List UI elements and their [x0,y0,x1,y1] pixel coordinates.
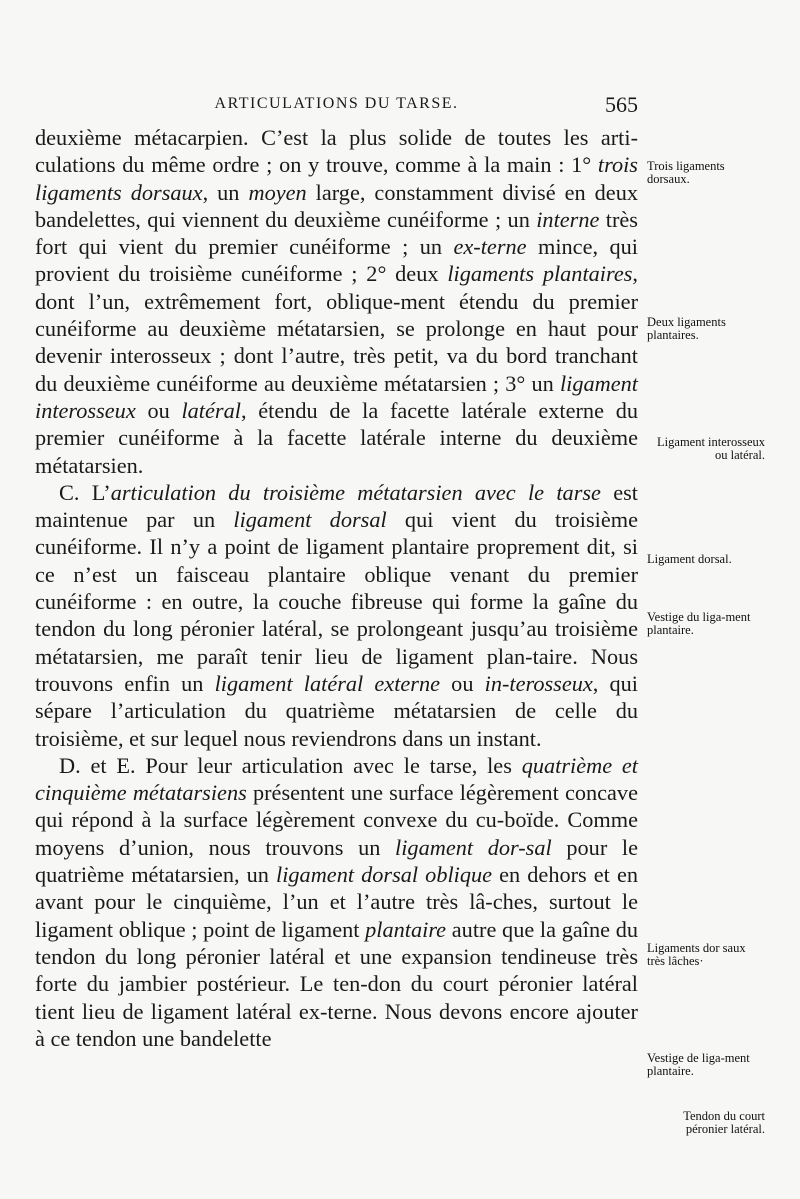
running-title: ARTICULATIONS DU TARSE. [214,95,459,112]
italic-term: ligament dorsal [233,507,387,533]
italic-term: articulation du troisième métatarsien avec le tarse [110,479,601,505]
text-run: ou [440,670,485,696]
text-run: ou [135,397,182,423]
text-run: très fort qui vient du premier cunéiforme ; un [35,206,638,260]
text-run: est maintenue par un [35,479,638,533]
text-run: mince, qui provient du troisième cunéiforme ; 2° deux [35,234,638,287]
margin-note-vestige-ligament-plantaire: Vestige du liga-ment plantaire. [647,610,751,637]
margin-note-vestige-ligament-plantaire-2: Vestige de liga-ment plantaire. [647,1051,750,1078]
margin-note-trois-ligaments-dorsaux: Trois ligaments dorsaux. [647,159,725,186]
italic-term: ligament latéral externe [214,670,441,696]
margin-note-deux-ligaments-plantaires: Deux ligaments plantaires. [647,315,726,342]
running-header [35,92,638,122]
text-run: C. L’ [59,479,111,505]
italic-term: ligaments plantaires [447,261,633,287]
text-run: , un [202,179,249,205]
text-run: deuxième métacarpien. C’est la plus solide de toutes les arti-culations du même ordre ; on y trouve, comme à la main : 1° [35,125,638,178]
italic-term: plantaire [365,916,447,942]
text-run: présentent une surface légèrement concave qui répond à la surface légèrement convexe du cu-boïde. Comme moyens d’union, nous trouvons un [35,780,638,860]
text-run: , qui sépare l’articulation du quatrième métatarsien de celle du troisième, et sur lequel nous reviendrons dans un instant. [35,670,638,751]
margin-note-ligament-interosseux: Ligament interosseux ou latéral. [657,435,765,462]
paragraph [35,124,638,479]
italic-term: quatrième et cinquième métatarsiens [35,752,638,806]
italic-term: ligament dor-sal [395,834,552,860]
italic-term: trois ligaments dorsaux [35,152,638,205]
italic-term: interne [536,206,600,232]
page-number: 565 [605,92,638,117]
text-run: en dehors et en avant pour le cinquième, l’un et l’autre très lâ-ches, surtout le ligament oblique ; point de ligament [35,862,638,942]
text-run: pour le quatrième métatarsien, un [35,834,638,888]
text-run: D. et E. Pour leur articulation avec le tarse, les [59,752,522,778]
text-run: large, constamment divisé en deux bandelettes, qui viennent du deuxième cunéiforme ; un [35,179,638,232]
italic-term: moyen [248,179,307,205]
italic-term: ex-terne [453,234,527,260]
paragraph [35,752,638,1052]
italic-term: latéral [181,397,241,423]
text-run: , étendu de la facette latérale externe du premier cunéiforme à la facette latérale interne du deuxième métatarsien. [35,397,638,478]
italic-term: ligament interosseux [35,370,638,423]
margin-note-ligament-dorsal: Ligament dorsal. [647,552,732,566]
paragraph [35,479,638,752]
margin-note-ligaments-dorsaux-laches: Ligaments dor saux très lâches· [647,941,746,968]
italic-term: in-terosseux [484,670,593,696]
body-text [35,124,638,1052]
text-run: , dont l’un, extrêmement fort, oblique-ment étendu du premier cunéiforme au deuxième métatarsien, se prolonge en haut pour devenir interosseux ; dont l’autre, très petit, va du bord tranchant du deuxième cunéiforme au deuxième métatarsien ; 3° un [35,261,638,396]
italic-term: ligament dorsal oblique [276,862,493,888]
text-run: autre que la gaîne du tendon du long péronier latéral et une expansion tendineuse très forte du jambier postérieur. Le ten-don du court péronier latéral tient lieu de ligament latéral ex-terne. Nous devons encore ajouter à ce tendon une bandelette [35,916,638,1051]
margin-note-tendon-court-peronier: Tendon du court péronier latéral. [683,1109,765,1136]
text-run: qui vient du troisième cunéiforme. Il n’y a point de ligament plantaire proprement dit, si ce n’est un faisceau plantaire oblique venant du premier cunéiforme : en outre, la couche fibreuse qui forme la gaîne du tendon du long péronier latéral, se prolongeant jusqu’au troisième métatarsien, me paraît tenir lieu de ligament plan-taire. Nous trouvons enfin un [35,507,639,696]
